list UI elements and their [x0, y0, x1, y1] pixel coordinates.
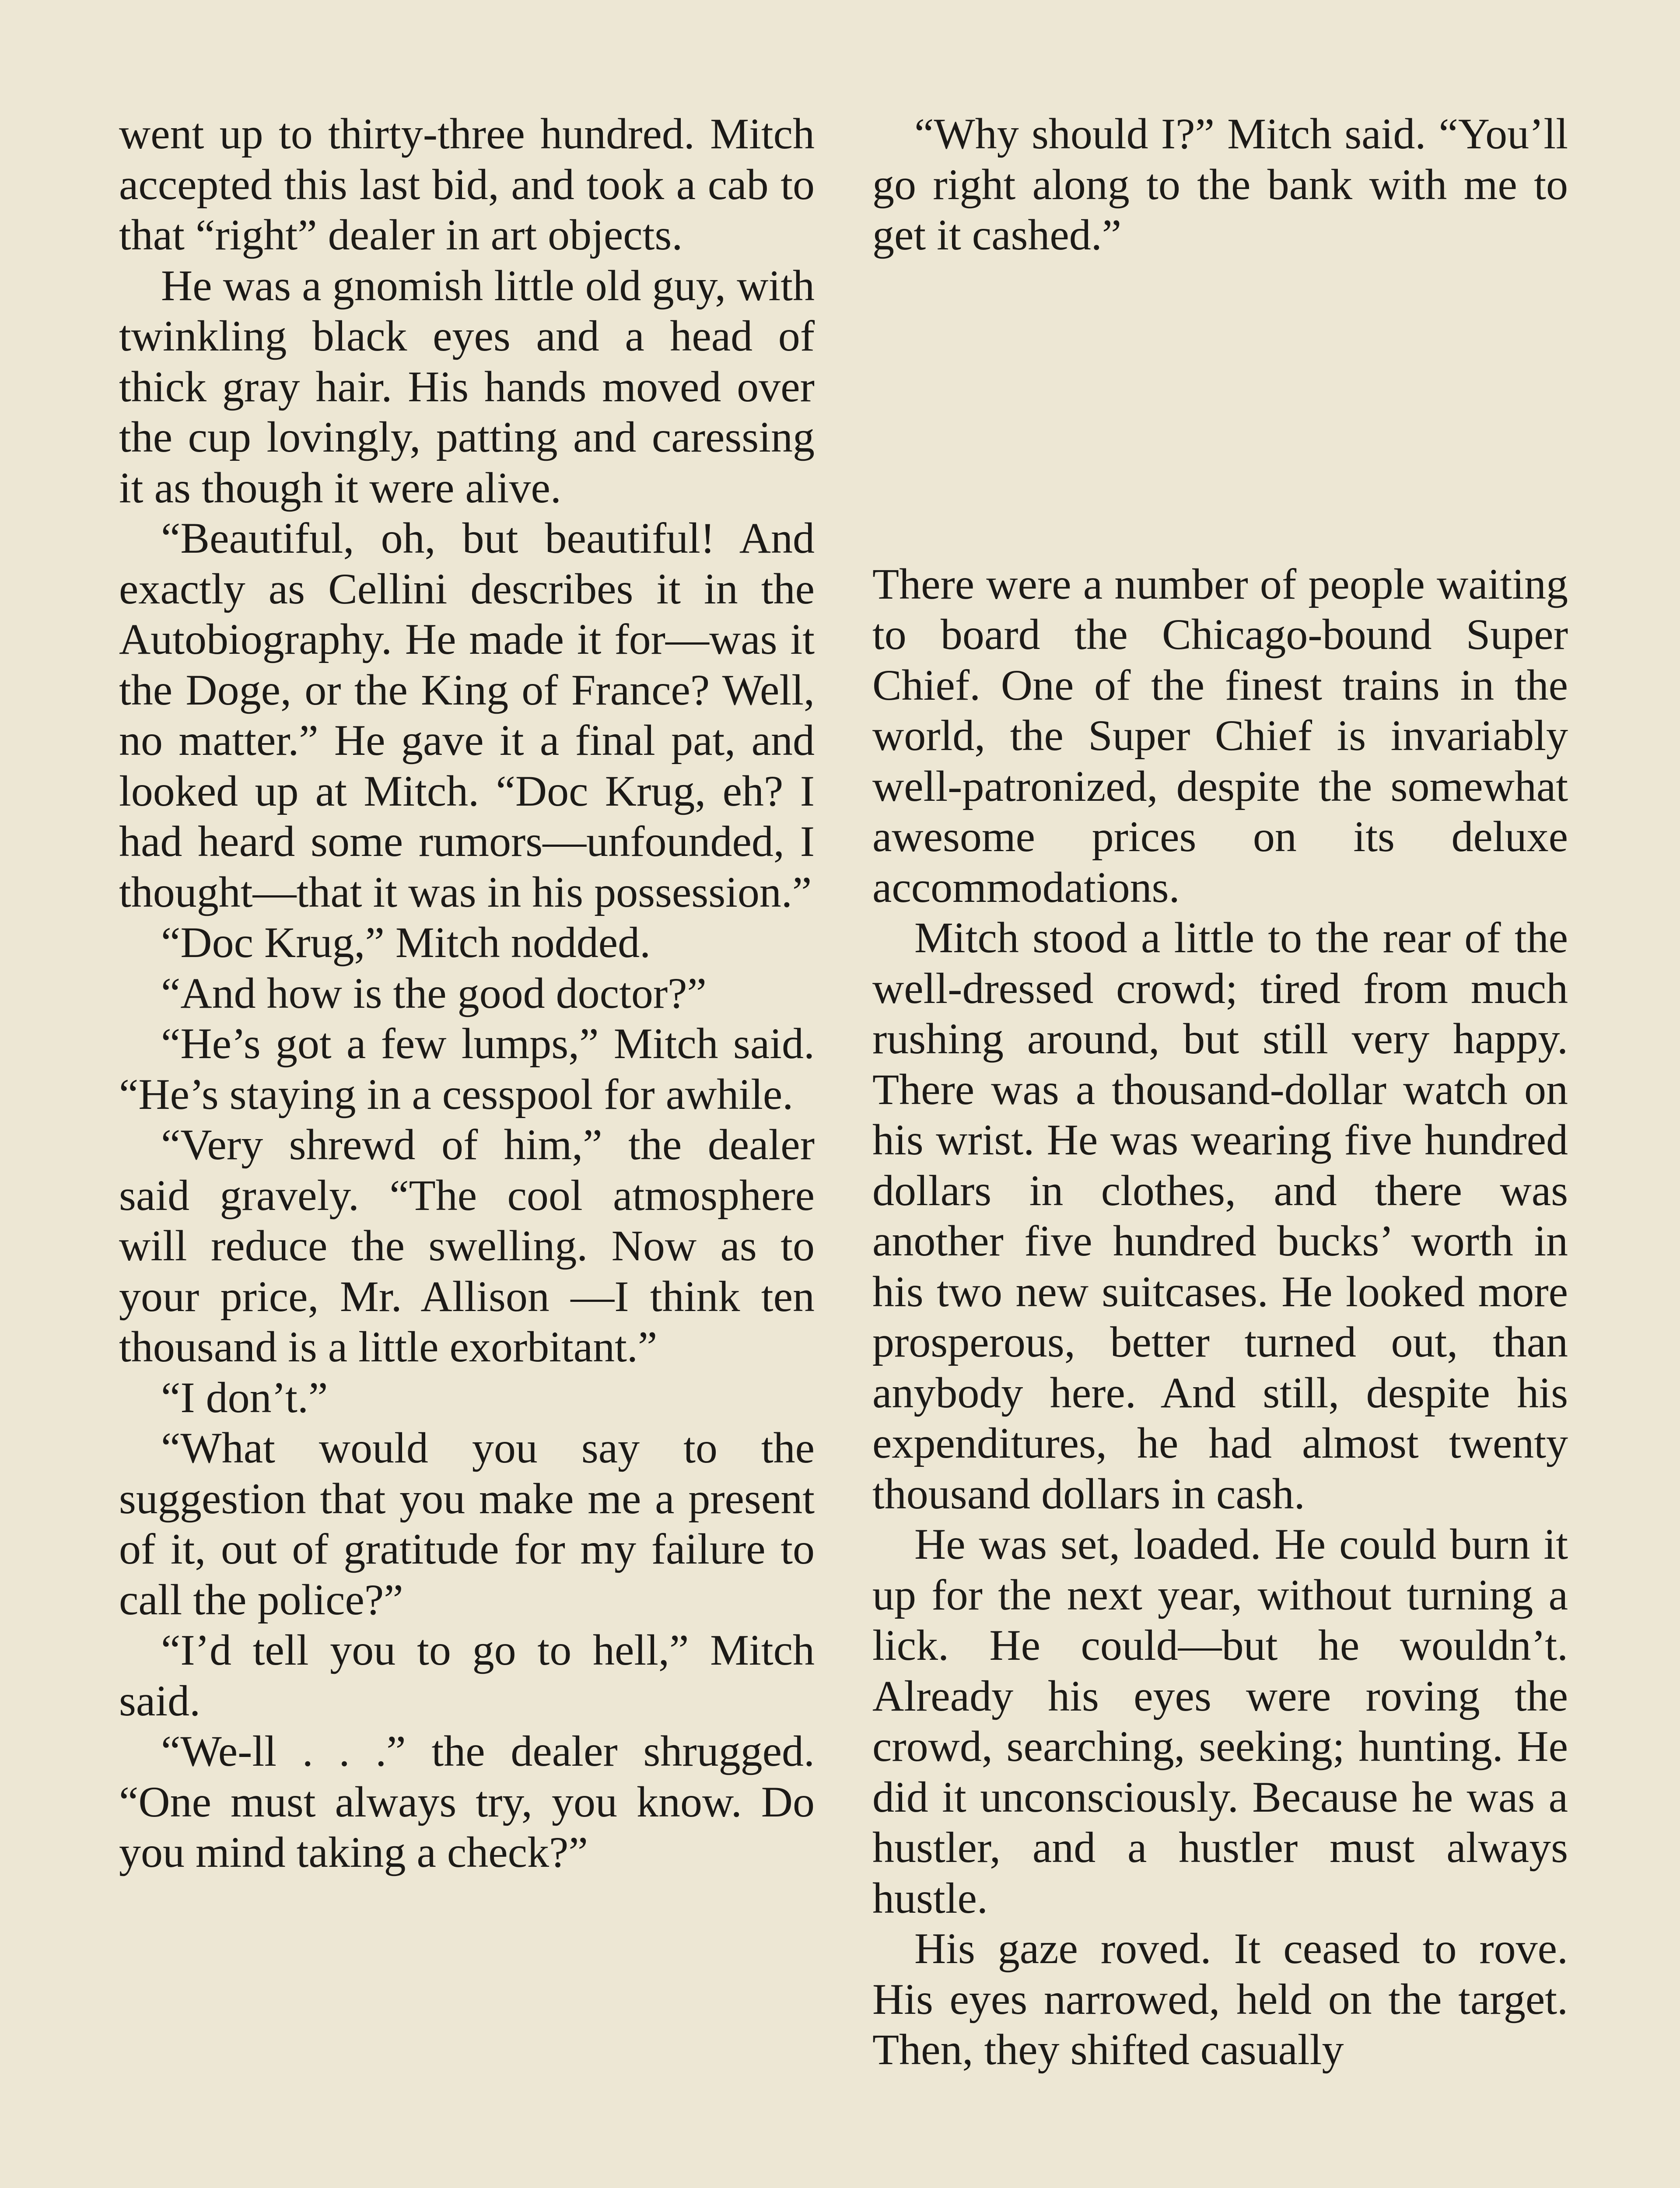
paragraph: “I don’t.” [161, 1373, 328, 1422]
paragraph: “What would you say to the suggestion that you make me a present of it, out of gratitude for my failure to call the police?” [119, 1424, 815, 1624]
paragraph: “Very shrewd of him,” the dealer said gravely. “The cool atmosphere will reduce the swelling. Now as to your price, Mr. Allison —I think ten thousand is a little exorbitant.” [119, 1120, 815, 1371]
right-column [872, 109, 1568, 2075]
section-break [872, 260, 1568, 559]
paragraph: “Beautiful, oh, but beautiful! And exactly as Cellini describes it in the Autobiography. He made it for—was it the Doge, or the King of France? Well, no matter.” He gave it a final pat, and looked up at Mitch. “Doc Krug, eh? I had heard some rumors—unfounded, I thought—that it was in his possession.” [119, 514, 815, 916]
paragraph: Mitch stood a little to the rear of the well-dressed crowd; tired from much rushing around, but still very happy. There was a thousand-dollar watch on his wrist. He was wearing five hundred dollars in clothes, and there was another five hundred bucks’ worth in his two new suitcases. He looked more prosperous, better turned out, than anybody here. And still, despite his expenditures, he had almost twenty thousand dollars in cash. [872, 913, 1568, 1518]
paragraph: “He’s got a few lumps,” Mitch said. “He’s staying in a cesspool for awhile. [119, 1019, 815, 1119]
paragraph: He was a gnomish little old guy, with twinkling black eyes and a head of thick gray hair. His hands moved over the cup lovingly, patting and caressing it as though it were alive. [119, 261, 815, 512]
paragraph: “And how is the good doctor?” [161, 968, 707, 1017]
paragraph: He was set, loaded. He could burn it up for the next year, without turning a lick. He could—but he wouldn’t. Already his eyes were roving the crowd, searching, seeking; hunting. He did it unconsciously. Because he was a hustler, and a hustler must always hustle. [872, 1520, 1568, 1922]
paragraph: “Doc Krug,” Mitch nodded. [161, 918, 651, 967]
paragraph: His gaze roved. It ceased to rove. His eyes narrowed, held on the target. Then, they shifted casually [872, 1924, 1568, 2074]
left-column [119, 109, 815, 1878]
paragraph: There were a number of people waiting to board the Chicago-bound Super Chief. One of the finest trains in the world, the Super Chief is invariably well-patronized, despite the somewhat awesome prices on its deluxe accommodations. [872, 559, 1568, 912]
paragraph: “We-ll . . .” the dealer shrugged. “One must always try, you know. Do you mind taking a check?” [119, 1727, 815, 1876]
paragraph: “I’d tell you to go to hell,” Mitch said. [119, 1626, 815, 1725]
paragraph: “Why should I?” Mitch said. “You’ll go right along to the bank with me to get it cashed.” [872, 109, 1568, 259]
paragraph: went up to thirty-three hundred. Mitch accepted this last bid, and took a cab to that “right” dealer in art objects. [119, 109, 815, 259]
